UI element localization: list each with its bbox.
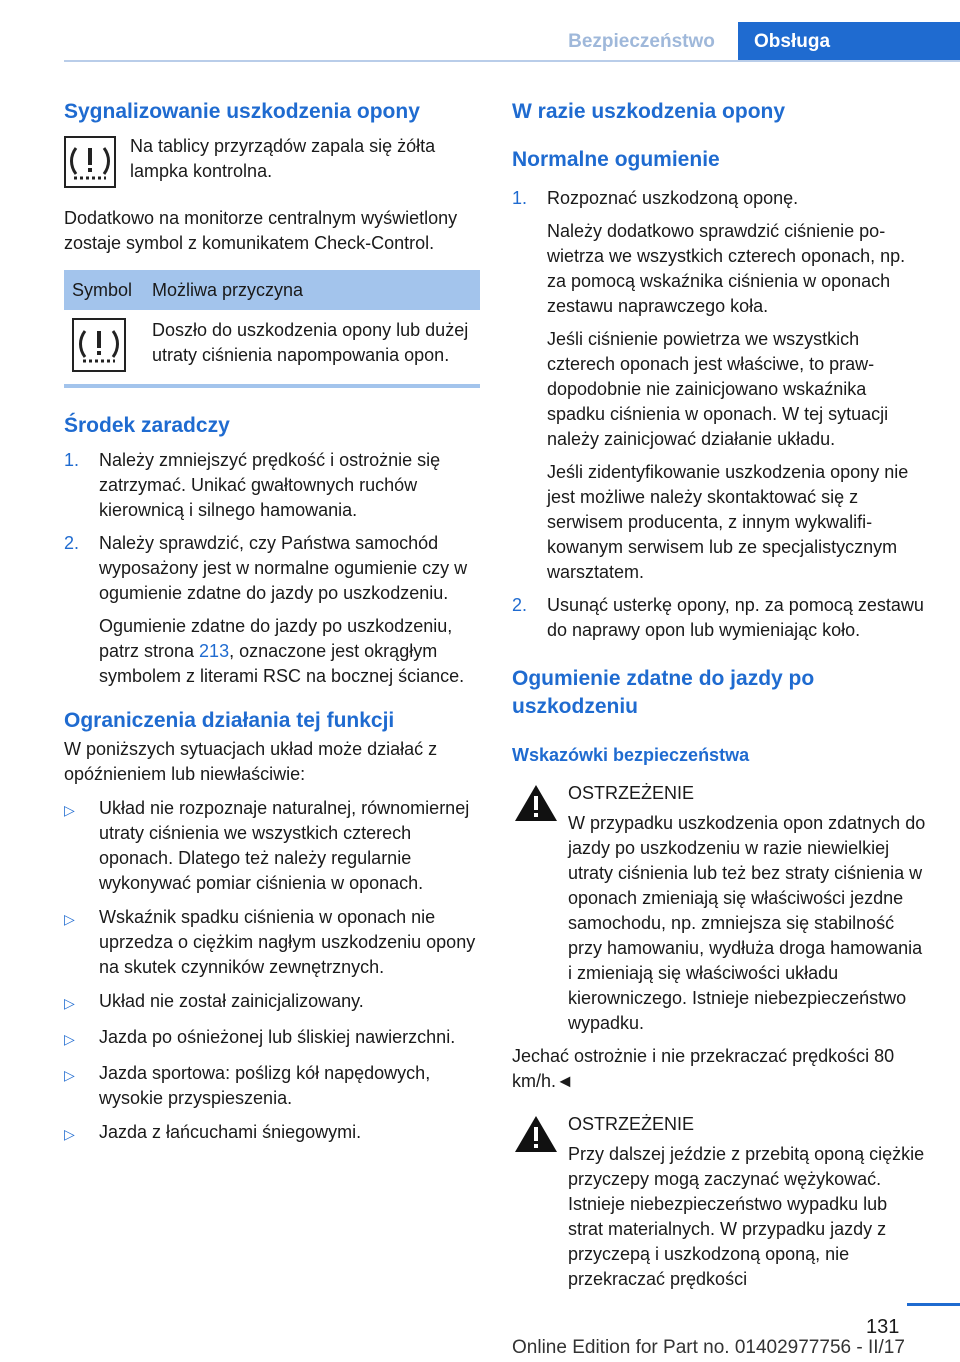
table-row <box>64 310 480 384</box>
step1-paragraph: Jeśli ciśnienie powietrza we wszystkich czterech oponach jest właściwe, to prawdopodobnie nie zainicjowano wskaźnika spadku ciśnienia w oponach. W tej sytuacji należy zainicjować działanie układu. <box>547 329 889 449</box>
triangle-bullet-icon: ▷ <box>64 1031 75 1047</box>
list-text: Usunąć usterkę opony, np. za pomocą zestawu do naprawy opon lub wymieniając koło. <box>547 595 924 640</box>
warning-lead <box>568 1112 926 1292</box>
warning-lead <box>568 781 926 1036</box>
list-text: Jazda sportowa: poślizg kół napędowych, wysokie przyspieszenia. <box>99 1063 431 1108</box>
list-text: Jazda z łańcuchami śniegowymi. <box>99 1122 362 1142</box>
col-header-symbol: Symbol <box>64 270 144 310</box>
rsc-text-after: , oznaczone jest okrągłym symbolem z literami RSC na bocznej ściance. <box>99 641 465 686</box>
warning-triangle-icon <box>512 783 560 823</box>
triangle-bullet-icon: ▷ <box>64 802 75 818</box>
warning-title: OSTRZEŻENIE <box>568 783 695 803</box>
list-item <box>512 593 926 643</box>
triangle-bullet-icon: ▷ <box>64 1067 75 1083</box>
list-number: 2. <box>512 595 528 615</box>
warning-triangle-icon <box>512 1114 560 1154</box>
list-text: Należy zmniejszyć prędkość i ostrożnie się zatrzymać. Unikać gwałtownych ruchów kierownicą i silnego hamowania. <box>99 450 441 520</box>
header-chapter-tab: Obsługa <box>738 22 960 62</box>
list-number: 1. <box>512 188 528 208</box>
tire-pressure-warning-icon <box>64 136 116 188</box>
heading-normal-tires: Normalne ogumienie <box>512 148 720 171</box>
list-number: 2. <box>64 533 80 553</box>
list-item <box>64 905 482 980</box>
list-body <box>547 186 926 585</box>
warning-text: W przypadku uszkodzenia opon zdatnych do jazdy po uszkodzeniu w razie niewielkiej utraty ciśnienia lub też bez straty ciśnienia w oponach zmieniają się właściwości jezdne samochodu, np. zmniejsza się stabilność przy hamowaniu, wydłuża droga hamowania i zmieniają się właściwości układu kierowniczego. Istnieje niebezpieczeństwo wypadku. <box>568 813 926 1033</box>
list-item <box>512 186 926 585</box>
list-item <box>64 1061 482 1111</box>
header-divider <box>64 60 960 62</box>
table-bottom-rule <box>64 384 480 388</box>
warning-instruction: Jechać ostrożnie i nie przekraczać prędkości 80 km/h.◄ <box>512 1046 895 1091</box>
damage-steps-list <box>512 186 926 643</box>
heading-run-flat: Ogumienie zdatne do jazdy po uszkodzeniu <box>512 667 815 718</box>
page-number: 131 <box>866 1316 900 1338</box>
left-column <box>64 98 482 1156</box>
list-item <box>64 448 482 523</box>
list-item <box>64 531 482 689</box>
heading-limits: Ograniczenia działania tej funkcji <box>64 709 395 732</box>
triangle-bullet-icon: ▷ <box>64 1126 75 1142</box>
right-column <box>512 98 926 1292</box>
list-number: 1. <box>64 450 80 470</box>
limits-list <box>64 796 482 1147</box>
remedy-list <box>64 448 482 689</box>
heading-tire-signal: Sygnalizowanie uszkodzenia opony <box>64 100 420 123</box>
heading-tire-damage: W razie uszkodzenia opony <box>512 100 786 123</box>
list-text: Układ nie rozpoznaje naturalnej, równomiernej utraty ciśnienia we wszystkich czterech oponach. Dlatego też należy regularnie wykonywać pomiar ciśnienia w oponach. <box>99 798 470 893</box>
list-item <box>64 989 482 1016</box>
symbol-table <box>64 270 480 384</box>
rsc-reference-text <box>99 614 482 689</box>
list-text: Układ nie został zainicjalizowany. <box>99 991 364 1011</box>
step1-title: Rozpoznać uszkodzoną oponę. <box>547 188 799 208</box>
step1-paragraph: Należy dodatkowo sprawdzić ciśnienie powietrza we wszystkich czterech oponach, np. za pomocą wskaźnika ciśnienia w oponach zestawu naprawczego koła. <box>547 221 906 316</box>
tire-pressure-warning-icon <box>72 318 126 372</box>
warning-block-1 <box>512 781 926 1094</box>
list-item <box>64 796 482 896</box>
footer-accent-line <box>907 1303 960 1306</box>
monitor-text: Dodatkowo na monitorze centralnym wyświetlony zostaje symbol z komunikatem Check-Control. <box>64 208 458 253</box>
warning-header <box>512 1112 926 1292</box>
list-text: Należy sprawdzić, czy Państwa samochód wyposażony jest w normalne ogumienie czy w ogumienie zdatne do jazdy po uszkodzeniu. <box>99 533 468 603</box>
signal-text: Na tablicy przyrządów zapala się żółta lampka kontrolna. <box>130 136 436 181</box>
warning-text: Przy dalszej jeździe z przebitą oponą ciężkie przyczepy mogą zaczynać wężykować. Istnieje niebezpieczeństwo wypadku lub strat materialnych. W przypadku jazdy z przyczepą i uszkodzoną oponą, nie przekraczać prędkości <box>568 1144 925 1289</box>
cause-cell: Doszło do uszkodzenia opony lub dużej utraty ciśnienia napompowania opon. <box>152 320 469 365</box>
warning-block-2 <box>512 1112 926 1292</box>
warning-title: OSTRZEŻENIE <box>568 1114 695 1134</box>
list-item <box>64 1120 482 1147</box>
page-link-213[interactable]: 213 <box>199 641 230 661</box>
warning-text-lead <box>568 811 926 1036</box>
list-item <box>64 1025 482 1052</box>
heading-safety: Wskazówki bezpieczeństwa <box>512 745 750 765</box>
triangle-bullet-icon: ▷ <box>64 911 75 927</box>
limits-intro: W poniższych sytuacjach układ może działać z opóźnieniem lub niewłaściwie: <box>64 739 438 784</box>
col-header-cause: Możliwa przyczyna <box>144 270 480 310</box>
heading-remedy: Środek zaradczy <box>64 414 230 437</box>
triangle-bullet-icon: ▷ <box>64 995 75 1011</box>
signal-block <box>64 136 482 188</box>
list-body <box>99 531 482 689</box>
list-text: Wskaźnik spadku ciśnienia w oponach nie uprzedza o ciężkim nagłym uszkodzeniu opony na skutek czynników zewnętrznych. <box>99 907 476 977</box>
list-text: Jazda po ośnieżonej lub śliskiej nawierzchni. <box>99 1027 456 1047</box>
rsc-text-before: Ogumienie zdatne do jazdy po uszkodzeniu, patrz strona <box>99 616 453 661</box>
footer-edition: Online Edition for Part no. 01402977756 - II/17 <box>512 1337 905 1358</box>
header-section-tab: Bezpieczeństwo <box>568 31 715 52</box>
step1-paragraph: Jeśli zidentyfikowanie uszkodzenia opony nie jest możliwe należy skontaktować się z serwisem producenta, z innym wykwalifikowanym serwisem lub ze specjalistycznym warsztatem. <box>547 462 909 582</box>
symbol-cell <box>64 310 144 384</box>
warning-header <box>512 781 926 1036</box>
